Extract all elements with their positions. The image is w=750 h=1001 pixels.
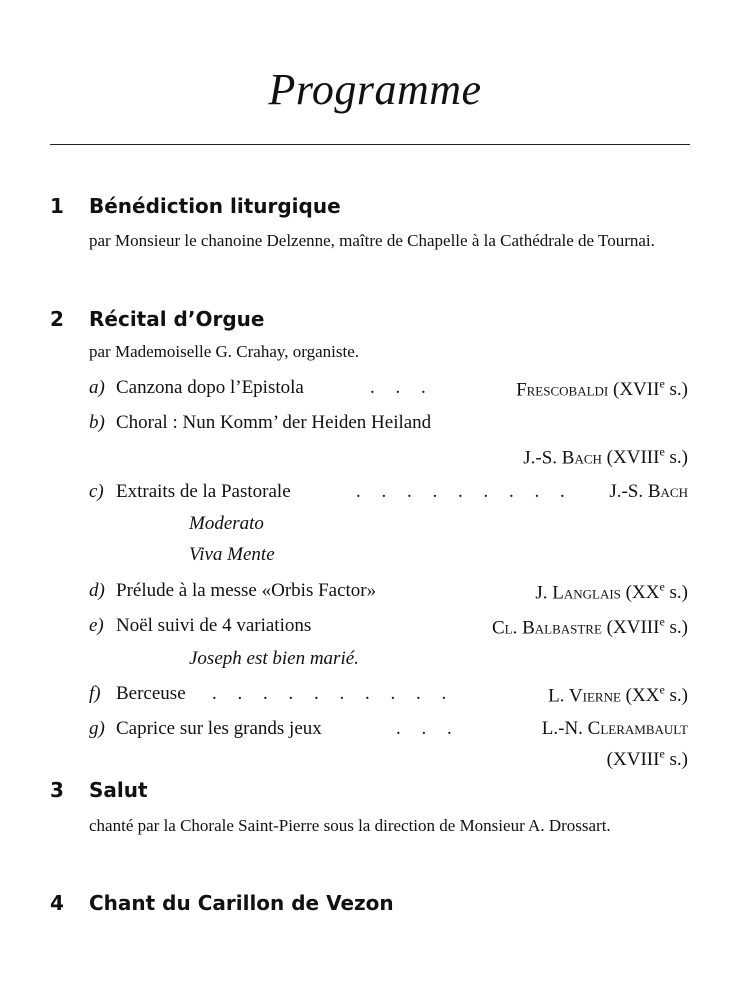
item-leader-dots: . . . . . . . . .	[356, 481, 573, 502]
item-composer-line	[542, 718, 688, 740]
title-divider	[50, 144, 690, 145]
item-century: (XVIIIe s.)	[606, 747, 688, 771]
item-title: Canzona dopo l’Epistola	[116, 377, 304, 398]
item-title: Extraits de la Pastorale	[116, 481, 291, 502]
section-number: 4	[50, 891, 64, 915]
item-letter: d)	[89, 580, 105, 601]
item-title: Caprice sur les grands jeux	[116, 718, 322, 739]
item-century-line	[607, 747, 688, 771]
page-title: Programme	[268, 65, 482, 114]
item-title: Noël suivi de 4 variations	[116, 615, 312, 636]
item-century: (XXe s.)	[625, 580, 688, 604]
item-composer-line	[609, 481, 688, 503]
section-description: chanté par la Chorale Saint-Pierre sous la direction de Monsieur A. Drossart.	[89, 816, 611, 835]
section-heading: Chant du Carillon de Vezon	[89, 891, 394, 915]
item-title: Prélude à la messe «Orbis Factor»	[116, 580, 377, 601]
item-composer: Frescobaldi	[516, 379, 609, 401]
item-century: (XXe s.)	[625, 683, 688, 707]
movement-label: Moderato	[189, 513, 264, 534]
item-century: (XVIIe s.)	[613, 377, 688, 401]
section-heading: Bénédiction liturgique	[89, 194, 341, 218]
item-letter: f)	[89, 683, 101, 704]
movement-label: Viva Mente	[189, 544, 275, 565]
item-composer: L.-N. Clerambault	[541, 718, 688, 739]
item-letter: b)	[89, 412, 105, 433]
item-title: Berceuse	[116, 683, 186, 704]
section-number: 2	[50, 307, 64, 331]
item-letter: a)	[89, 377, 105, 398]
item-century: (XVIIIe s.)	[606, 615, 688, 639]
item-composer: L. Vierne	[548, 685, 621, 707]
section-heading: Récital d’Orgue	[89, 307, 265, 331]
item-composer: J.-S. Bach	[609, 481, 688, 502]
section-number: 1	[50, 194, 64, 218]
section-number: 3	[50, 778, 64, 802]
item-composer-line	[535, 580, 688, 604]
item-composer-line	[548, 683, 688, 707]
item-letter: e)	[89, 615, 104, 636]
item-letter: g)	[89, 718, 105, 739]
item-subtitle: Joseph est bien marié.	[189, 648, 359, 669]
item-leader-dots: . . .	[396, 718, 460, 739]
item-composer: Cl. Balbastre	[491, 617, 602, 639]
section-heading: Salut	[89, 778, 148, 802]
item-leader-dots: . . .	[370, 377, 434, 398]
item-century: (XVIIIe s.)	[606, 445, 688, 469]
item-composer: J.-S. Bach	[523, 447, 602, 469]
item-composer-line	[523, 445, 688, 469]
item-composer-line	[492, 615, 688, 639]
section-description: par Monsieur le chanoine Delzenne, maître de Chapelle à la Cathédrale de Tournai.	[89, 231, 655, 250]
item-letter: c)	[89, 481, 104, 502]
item-leader-dots: . . . . . . . . . .	[212, 683, 455, 704]
item-composer: J. Langlais	[535, 582, 621, 604]
section-description: par Mademoiselle G. Crahay, organiste.	[89, 342, 360, 361]
item-composer-line	[516, 377, 688, 401]
item-title: Choral : Nun Komm’ der Heiden Heiland	[116, 412, 432, 433]
